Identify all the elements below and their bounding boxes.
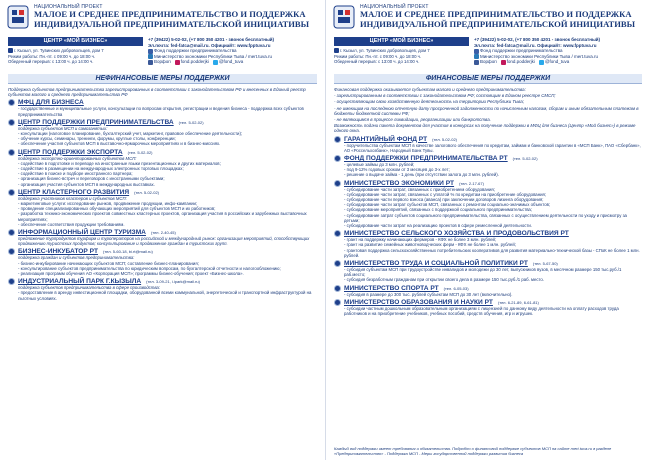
intro-text: Поддержка субъектов предпринимательства зарегистрированных в соответствии с законодательством РФ и внесенных в Единый реестр субъектов малого и среднего предпринимательства РФ (8, 87, 306, 98)
intro-paragraph: Возможность подачи пакета документов для участия в конкурсах на получение поддержки в МФЦ для бизнеса (Центр «Мой бизнес») в режиме одного окна. (334, 123, 636, 134)
social-link-b[interactable]: fond.podderjki (501, 59, 535, 65)
break-text: Обеденный перерыв: с 13:00 ч. до 14:00 ч. (334, 59, 420, 65)
page-title-line2: ИНДИВИДУАЛЬНОЙ ПРЕДПРИНИМАТЕЛЬСКОЙ ИНИЦИАТИВЫ (34, 18, 310, 29)
section-phone: (тел. 5-02-02) (178, 119, 204, 125)
hours-text: Режим работы: Пн.-пт. с 09:00 ч. до 18:00 ч. (334, 53, 422, 59)
phones-block (148, 37, 322, 65)
section-phone: (тел. 5-67-50) (532, 261, 558, 267)
phones-block (474, 37, 648, 65)
section-line: - обеспечение участия субъектов МСП в выставочно-ярмарочных мероприятиях и в бизнес-миссиях. (18, 141, 221, 147)
section-line: предложение турпродуктов турфирм и туроператоров на российской и международный рынок: организация мероприятий, способствующих продвижению туристских продуктов; консультирование и продвижение граждан в туристских групп. (18, 236, 310, 247)
section-line: - грант на поддержку начинающих фермеров - КФХ не более 3 млн. рублей; (344, 237, 497, 243)
support-section (334, 180, 642, 229)
section-line: - консультирование субъектов предпринимательства по юридическим вопросам, по бухгалтерской отчетности и налогообложению; (18, 265, 281, 271)
section-bullet-icon (334, 299, 341, 306)
section-line: - обеспечение соответствия продукции требованиям. (18, 221, 125, 227)
section-bullet-icon (334, 260, 341, 267)
intro-paragraph: - осуществляющим свою хозяйственную деятельность на территории Республики Тыва; (334, 99, 524, 105)
instagram-icon (501, 60, 506, 65)
section-line: - консультации (налоговое планирование, бухгалтерский учет, маркетинг, правовое обеспечение деятельности); (18, 131, 243, 137)
section-header (8, 99, 317, 106)
section-line: - целевые займы до 3 млн. рублей; (344, 162, 415, 168)
support-section (334, 285, 642, 297)
social-link-ministry[interactable]: Министерство экономики Республики Тыва / mert.tuva.ru (474, 54, 648, 60)
address-text: г. Кызыл, ул. Тувинских добровольцев, дом 7 (334, 48, 472, 54)
support-section (8, 248, 317, 276)
section-header (334, 180, 642, 187)
telegram-icon (213, 60, 218, 65)
support-section (334, 155, 642, 178)
section-line: - субсидия субъектам МСП при трудоустройстве инвалидов и молодежи до 30 лет, выпускников вузов, в месячном размере 150 тыс.руб./1 раб.место; (344, 267, 622, 278)
section-line: - обучение курсы, семинары, тренинги, форумы, круглые столы, конференции; (18, 136, 176, 142)
section-header (8, 229, 317, 236)
contact-block (326, 37, 650, 74)
section-title[interactable]: ФОНД ПОДДЕРЖКИ ПРЕДПРИНИМАТЕЛЬСТВА РТ (344, 155, 508, 163)
center-name-badge: ЦЕНТР «МОЙ БИЗНЕС» (334, 37, 469, 46)
section-bullet-icon (334, 285, 341, 292)
support-section (8, 119, 317, 147)
support-section (334, 136, 642, 153)
section-line: - субсидии частным дошкольным образовательным организациям с лицензией по данному виду деятельности на оплату расходов труда работников и на приобретение учебников, учебных пособий, средств обучения, игр и игрушек. (344, 305, 619, 317)
section-header (8, 149, 317, 156)
support-sections-list (8, 99, 317, 300)
support-section (8, 189, 317, 227)
social-link-c[interactable]: @fond_tuva (213, 59, 243, 65)
social-link-a[interactable]: Ворфоп (474, 59, 497, 65)
location-icon (8, 48, 13, 53)
social-link-ministry[interactable]: Министерство экономики Республики Тыва / mert.tuva.ru (148, 54, 322, 60)
hours-text: Режим работы: Пн.-пт. с 09:00 ч. до 18:00 ч. (8, 53, 96, 59)
intro-paragraph: - не являющимся в процессе ликвидации, реорганизации или банкротства. (334, 117, 491, 123)
email-text[interactable]: Эл.почта: fed-fatca@mail.ru. Официайт: www.fpptuva.ru (148, 42, 271, 48)
section-bullet-icon (8, 248, 15, 255)
page-title-line1: МАЛОЕ И СРЕДНЕЕ ПРЕДПРИНИМАТЕЛЬСТВО И ПОДДЕРЖКА (360, 9, 632, 19)
section-line: поддержка субъектов МСП и самозанятых: (18, 125, 108, 131)
national-project-label: НАЦИОНАЛЬНЫЙ ПРОЕКТ (360, 4, 429, 10)
section-phone: (тел. 6-21-89, 6-61-81) (497, 299, 539, 305)
support-section (334, 260, 642, 283)
phone-text: +7 (39422) 5-02-02, (+7 800 350 4201 - звонок бесплатный) (148, 37, 275, 42)
section-phone: (тел. 2-17-67) (459, 180, 484, 186)
section-title[interactable]: МИНИСТЕРСТВО ТРУДА И СОЦИАЛЬНОЙ ПОЛИТИКИ РТ (344, 260, 528, 268)
section-line: - субсидирование части затрат субъектов МСП, связанных с ремонтом социально-значимых объектов; (344, 202, 551, 208)
section-title[interactable]: МИНИСТЕРСТВО СПОРТА РТ (344, 284, 439, 292)
section-bullet-icon (8, 189, 15, 196)
address-text: г. Кызыл, ул. Тувинских добровольцев, дом 7 (8, 48, 146, 54)
section-phone: (тел. 3-09-21, i.ipark@mail.ru) (146, 279, 200, 285)
section-title[interactable]: ЦЕНТР ПОДДЕРЖКИ ПРЕДПРИНИМАТЕЛЬСТВА (18, 118, 174, 126)
address-block (334, 48, 472, 65)
section-line: - организация бизнес-встреч и переговоров с иностранными субъектами; (18, 176, 165, 182)
section-title[interactable]: ЦЕНТР КЛАСТЕРНОГО РАЗВИТИЯ (18, 188, 130, 196)
section-line: - предоставление в аренду инвестиционной площадки, оборудованной всеми коммунальной, энергетической и транспортной инфраструктурой на льготных условиях. (18, 290, 312, 301)
support-section (8, 149, 317, 187)
section-header (334, 260, 642, 267)
break-text: Обеденный перерыв: с 13:00 ч. до 14:00 ч. (8, 59, 94, 65)
section-line: - решение о выдаче займа - 1 день (при отсутствии залога до 3 млн. рублей). (344, 172, 499, 178)
section-line: - проведение специализированных обучающих мероприятий для субъектов МСП и их работников; (18, 206, 216, 212)
center-name-badge: ЦЕНТР «МОЙ БИЗНЕС» (8, 37, 143, 46)
section-line: - маркетинговые услуги: исследование рынков, продвижение продукции, инфо-кампании; (18, 201, 198, 207)
section-header (334, 299, 642, 306)
right-page (325, 0, 650, 460)
support-section (334, 299, 642, 316)
social-link-a[interactable]: Ворфоп (148, 59, 171, 65)
section-title[interactable]: ЦЕНТР ПОДДЕРЖКИ ЭКСПОРТА (18, 148, 123, 156)
globe-icon (474, 54, 479, 59)
section-line: - субсидирование части затрат, связанных с приобретением оборудования; (344, 186, 495, 192)
section-banner: ФИНАНСОВЫЕ МЕРЫ ПОДДЕРЖКИ (334, 74, 642, 84)
contact-block (0, 37, 325, 74)
section-phone: (тел. 5-02-02) (432, 136, 457, 142)
section-title[interactable]: МИНИСТЕРСТВО СЕЛЬСКОГО ХОЗЯЙСТВА И ПРОДОВОЛЬСТВИЯ РТ (344, 230, 569, 238)
section-line: - содействие в подготовке и переводе на иностранные языки презентационных и других материалов; (18, 160, 221, 166)
section-line: - разработка технико-экономических проектов совместных кластерных проектов, организация участия в российских и зарубежных выставочных мероприятиях; (18, 211, 307, 222)
section-bullet-icon (334, 230, 341, 237)
section-bullet-icon (8, 278, 15, 285)
social-link-b[interactable]: fond.podderjki (175, 59, 209, 65)
section-bullet-icon (334, 136, 341, 143)
section-banner: НЕФИНАНСОВЫЕ МЕРЫ ПОДДЕРЖКИ (8, 74, 317, 84)
instagram-icon (175, 60, 180, 65)
section-bullet-icon (334, 180, 341, 187)
section-line: - субсидирование затрат субъектов социального предпринимательства, связанных с осуществлением деятельности по уходу и присмотру за детьми; (344, 212, 627, 223)
section-line: - поручительства субъектам МСП в качестве залогового обеспечения по кредитам, займам и банковской гарантии в «МСП Банк», ПАО «Сбербанк», АО «Россельхозбанк», Народный Банк Тувы. (344, 142, 641, 153)
section-title[interactable]: БИЗНЕС-ИНКУБАТОР РТ (18, 248, 99, 256)
section-line: - субсидия безработным гражданам при открытии своего дела в размере 150 тыс.руб./1 раб. место. (344, 277, 544, 283)
page-title-line1: МАЛОЕ И СРЕДНЕЕ ПРЕДПРИНИМАТЕЛЬСТВО И ПОДДЕРЖКА (34, 9, 306, 19)
section-line: - под 9-12% годовых сроком от 3 месяцев до 3-х лет; (344, 167, 450, 173)
section-line: - содействие в размещении на международных электронных торговых площадках; (18, 166, 184, 172)
section-line: поддержка субъектов предпринимательства в сфере производства: (18, 285, 161, 291)
section-header (8, 248, 317, 255)
section-phone: (тел. 2-40-45) (150, 230, 176, 236)
section-title[interactable]: ИНДУСТРИАЛЬНЫЙ ПАРК Г.КЫЗЫЛА (18, 278, 142, 286)
telegram-icon (539, 60, 544, 65)
globe-icon (148, 54, 153, 59)
section-line: - государственные и муниципальные услуги, консультации по вопросам открытия, регистрации и ведения бизнеса - поддержка всех субъектов предпринимательства (18, 106, 304, 117)
page-title-line2: ИНДИВИДУАЛЬНОЙ ПРЕДПРИНИМАТЕЛЬСКОЙ ИНИЦИАТИВЫ (360, 18, 636, 29)
vk-icon (148, 49, 153, 54)
intro-paragraph: - не имеющим на последнюю отчетную дату просроченной задолженности по начисленным налогам, сборам и иным обязательным платежам в бюджеты бюджетной системы РФ; (334, 105, 639, 116)
support-section (8, 278, 317, 301)
facebook-icon (474, 60, 479, 65)
national-project-logo-icon (332, 4, 356, 32)
intro-paragraph: Финансовая поддержка оказывается субъектам малого и среднего предпринимательства: (334, 87, 526, 92)
social-link-fund[interactable]: Фонд поддержки предпринимательства (148, 48, 322, 54)
support-section (8, 229, 317, 246)
section-bullet-icon (8, 229, 15, 236)
section-line: - субсидирование мероприятий, связанных с поддержкой социального предпринимательства; (344, 207, 533, 213)
section-title[interactable]: МИНИСТЕРСТВО ОБРАЗОВАНИЯ И НАУКИ РТ (344, 298, 493, 306)
social-link-fund[interactable]: Фонд поддержки предпринимательства (474, 48, 648, 54)
section-phone: (тел. 5-02-02) (134, 189, 160, 195)
footer-note: Каждый вид поддержки имеет требования и обязательства. Подробно о финансовой поддержке субъектов МСП на сайте mert.tuva.ru в разделе «Предпринимательство» - Поддержка МСП - Меры государственной поддержки развития бизнеса (334, 446, 612, 456)
social-row (474, 59, 648, 65)
social-row (148, 59, 322, 65)
section-header (8, 278, 317, 285)
section-phone: (тел. 5-02-02) (127, 149, 153, 155)
section-line: - субсидирование части первого взноса (аванса) при заключении договоров лизинга оборудования; (344, 197, 544, 203)
section-line: - организация участия субъектов МСП в международных выставках. (18, 181, 155, 187)
national-project-label: НАЦИОНАЛЬНЫЙ ПРОЕКТ (34, 4, 103, 10)
section-title[interactable]: ИНФОРМАЦИОННЫЙ ЦЕНТР ТУРИЗМА (18, 229, 146, 237)
section-header (334, 285, 642, 292)
section-bullet-icon (8, 119, 15, 126)
social-link-c[interactable]: @fond_tuva (539, 59, 569, 65)
page-header (326, 0, 650, 37)
address-block (8, 48, 146, 65)
section-line: поддержка участников кластеров и субъектов МСП: (18, 195, 127, 201)
section-phone: (тел. 5-02-02) (512, 156, 538, 162)
section-header (8, 189, 317, 196)
section-line: поддержка граждан и субъектов предпринимательства: (18, 255, 135, 261)
email-text[interactable]: Эл.почта: fed-fatca@mail.ru. Официайт: www.fpptuva.ru (474, 42, 597, 48)
section-title[interactable]: МФЦ ДЛЯ БИЗНЕСА (18, 99, 84, 107)
vk-icon (474, 49, 479, 54)
section-line: - бизнес-инкубирование начинающих субъектов МСП; составление бизнес-планирования; (18, 260, 199, 266)
support-section (334, 230, 642, 258)
phone-text: +7 (39422) 5-02-02, (+7 800 350 4201 - звонок бесплатный) (474, 37, 601, 42)
section-line: - субсидия в размере до 300 тыс. рублей субъектам МСП до 30 лет (включительно). (344, 291, 513, 297)
section-line: - субсидирование части затрат, связанных с уплатой % по кредитам на приобретение оборудования; (344, 191, 546, 197)
section-title[interactable]: ГАРАНТИЙНЫЙ ФОНД РТ (344, 135, 428, 143)
section-header (334, 230, 642, 237)
section-bullet-icon (8, 149, 15, 156)
national-project-logo-icon (6, 4, 30, 32)
section-bullet-icon (334, 155, 341, 162)
section-line: - субсидирование части затрат на реализацию проектов в сфере ремесленной деятельности. (344, 223, 532, 229)
support-section (8, 99, 317, 116)
section-header (334, 155, 642, 162)
support-sections-list (334, 136, 642, 317)
facebook-icon (148, 60, 153, 65)
section-line: - реализация программ обучения АО «Корпорация МСП»; программы бизнес-обучения; проект «Бизнес-школа». (18, 271, 244, 277)
section-line: - грант на развитие семейных животноводческих ферм - КФХ не более 1 млн. рублей; (344, 242, 516, 248)
section-line: - содействие в поиске и подборе иностранного партнера; (18, 171, 133, 177)
page-header (0, 0, 325, 37)
section-title[interactable]: МИНИСТЕРСТВО ЭКОНОМИКИ РТ (344, 179, 455, 187)
section-line: - грантовая поддержка сельскохозяйственных потребительских кооперативов для развития материально-технической базы - СПоК не более 1 млн. рублей. (344, 247, 640, 258)
section-line: поддержка экспортно-ориентированных субъектов МСП: (18, 155, 137, 161)
intro-paragraph: - зарегистрированным в соответствии с законодательством РФ; состоящим в Едином реестре СМСП; (334, 93, 556, 99)
section-bullet-icon (8, 99, 15, 106)
intro-text (334, 87, 642, 134)
section-header (8, 119, 317, 126)
location-icon (334, 48, 339, 53)
section-phone: (тел. 5-60-18, bi.rt@mail.ru) (103, 249, 153, 255)
section-phone: (тел. 6-05-03) (443, 285, 469, 291)
section-header (334, 136, 642, 143)
